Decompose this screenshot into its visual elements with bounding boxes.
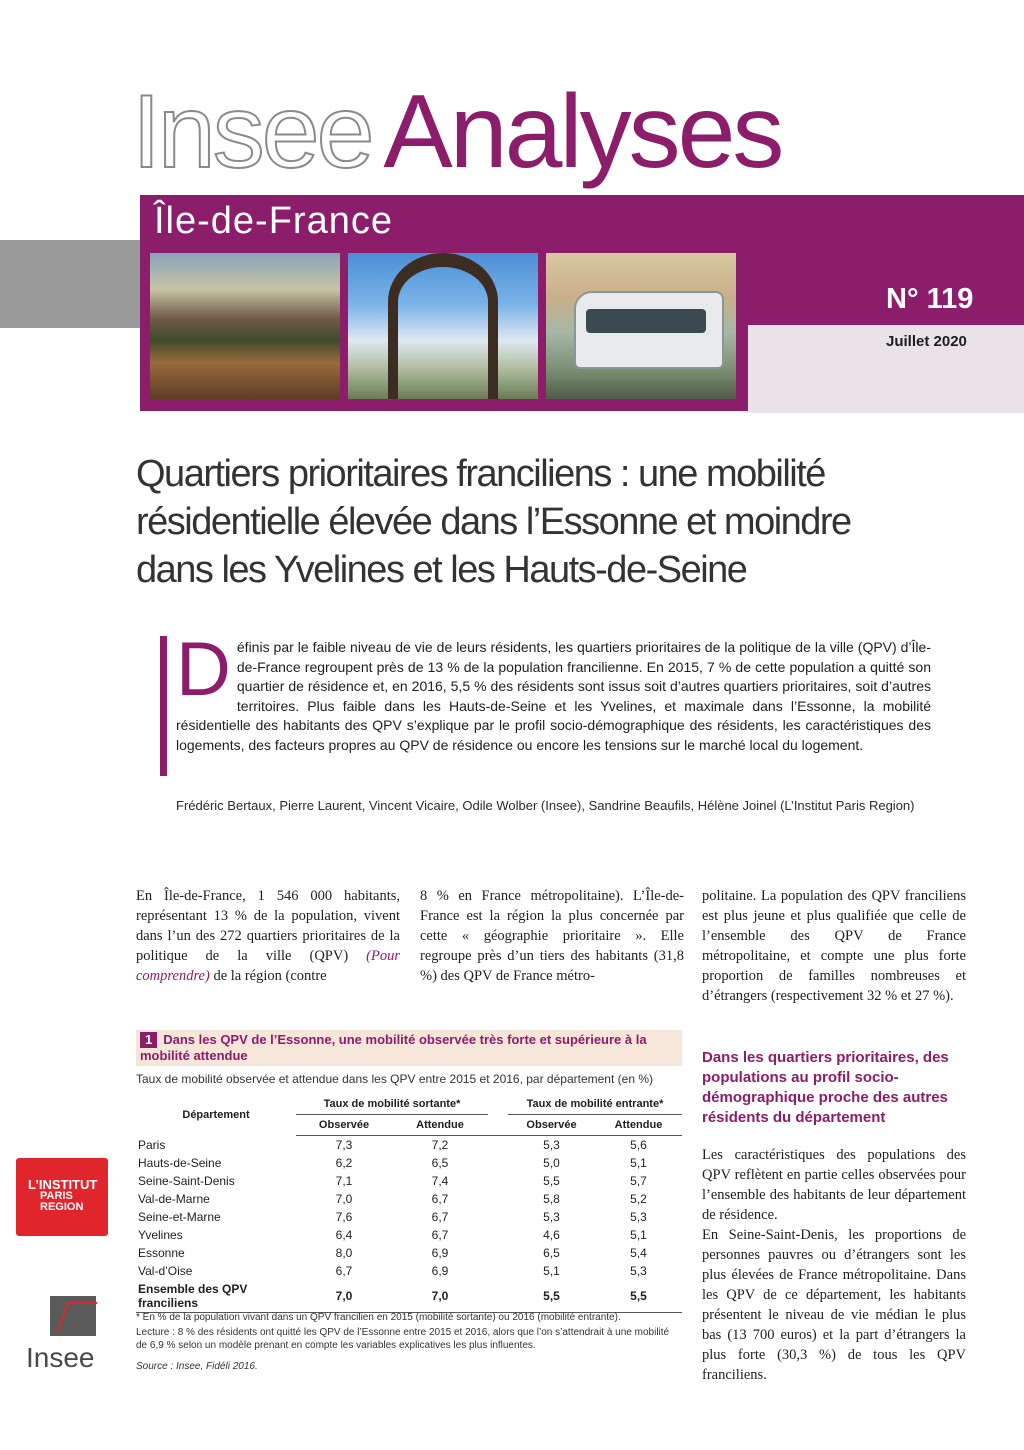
table-row bbox=[136, 1262, 682, 1280]
issue-date: Juillet 2020 bbox=[886, 333, 967, 350]
header-grey-band bbox=[0, 240, 140, 328]
table-row bbox=[136, 1172, 682, 1190]
header-entrante-attendue: Attendue bbox=[595, 1115, 682, 1136]
row-entrante-attendue: 5,6 bbox=[630, 1138, 647, 1152]
section-heading: Dans les quartiers prioritaires, des populations au profil socio-démographique proche des autres résidents du département bbox=[702, 1049, 949, 1126]
table-row bbox=[136, 1190, 682, 1208]
total-sortante-observee: 7,0 bbox=[296, 1280, 392, 1313]
tram-shape bbox=[574, 291, 724, 369]
total-entrante-observee: 5,5 bbox=[508, 1280, 595, 1313]
row-spacer bbox=[488, 1226, 508, 1244]
row-departement: Seine-et-Marne bbox=[138, 1210, 221, 1224]
row-sortante-observee: 7,0 bbox=[335, 1192, 353, 1206]
figure-note: * En % de la population vivant dans un QPV francilien en 2015 (mobilité sortante) ou 2016 (mobilité entrante). bbox=[136, 1312, 621, 1323]
brand-analyses: Analyses bbox=[383, 74, 782, 190]
institut-paris-region-logo bbox=[16, 1158, 108, 1236]
row-sortante-observee: 8,0 bbox=[335, 1246, 353, 1260]
row-sortante-observee: 7,3 bbox=[335, 1138, 353, 1152]
page-title: Quartiers prioritaires franciliens : une mobilité résidentielle élevée dans l’Essonne et moindre dans les Yvelines et les Hauts-de-Seine bbox=[136, 453, 851, 591]
row-sortante-observee: 6,7 bbox=[335, 1264, 353, 1278]
row-entrante-observee: 5,3 bbox=[543, 1210, 560, 1224]
row-sortante-attendue: 6,7 bbox=[431, 1228, 449, 1242]
row-entrante-observee: 4,6 bbox=[543, 1228, 560, 1242]
figure-subtitle: Taux de mobilité observée et attendue dans les QPV entre 2015 et 2016, par département (en %) bbox=[136, 1072, 653, 1086]
row-entrante-attendue: 5,1 bbox=[630, 1156, 647, 1170]
body-column-3: politaine. La population des QPV franciliens est plus jeune et plus qualifiée que celle de l’ensemble des QPV de France métropolitaine, et compte une plus forte proportion de familles nombreuses et d’étrangers (respectivement 32 % et 27 %). bbox=[702, 888, 966, 1004]
header-spacer-2 bbox=[488, 1115, 508, 1136]
pour-comprendre-link[interactable]: (Pour comprendre) bbox=[136, 948, 400, 984]
row-spacer bbox=[488, 1154, 508, 1172]
col3-paragraph-2: En Seine-Saint-Denis, les proportions de personnes pauvres ou d’étrangers sont les plus élevées de France métropolitaine. Dans les QPV de ce département, les habitants présentent le niveau de vie médian le plus bas (13 700 euros) et la part d’étrangers la plus forte (30,3 %) de tous les QPV franciliens. bbox=[702, 1227, 966, 1383]
table-total-row bbox=[136, 1280, 682, 1313]
abstract-accent-bar bbox=[160, 636, 167, 776]
figure-title-text: Dans les QPV de l’Essonne, une mobilité observée très forte et supérieure à la mobilité attendue bbox=[140, 1032, 647, 1063]
row-entrante-attendue: 5,3 bbox=[630, 1210, 647, 1224]
header-entrante-observee: Observée bbox=[508, 1115, 595, 1136]
total-sortante-attendue: 7,0 bbox=[392, 1280, 488, 1313]
issue-number: N° 119 bbox=[886, 283, 974, 315]
header-sortante-observee: Observée bbox=[296, 1115, 392, 1136]
table-row bbox=[136, 1208, 682, 1226]
authors: Frédéric Bertaux, Pierre Laurent, Vincent Vicaire, Odile Wolber (Insee), Sandrine Beaufils, Hélène Joinel (L’Institut Paris Region) bbox=[176, 798, 915, 813]
row-departement: Seine-Saint-Denis bbox=[138, 1174, 235, 1188]
figure-number: 1 bbox=[140, 1032, 157, 1048]
row-entrante-attendue: 5,7 bbox=[630, 1174, 647, 1188]
row-sortante-attendue: 6,9 bbox=[431, 1264, 449, 1278]
eiffel-tower-photo bbox=[348, 253, 538, 399]
row-entrante-attendue: 5,1 bbox=[630, 1228, 647, 1242]
insee-logo-text: Insee bbox=[26, 1342, 95, 1373]
row-departement: Val-d’Oise bbox=[138, 1264, 193, 1278]
table-body bbox=[136, 1136, 682, 1281]
row-sortante-observee: 6,2 bbox=[335, 1156, 353, 1170]
total-entrante-attendue: 5,5 bbox=[595, 1280, 682, 1313]
abstract-text: éfinis par le faible niveau de vie de leurs résidents, les quartiers prioritaires de la politique de la ville (QPV) d’Île-de-France regroupent près de 13 % de la population francilienne. En 2015, 7 % de cette population a quitté son quartier de résidence et, en 2016, 5,5 % des résidents sont issus soit d’autres quartiers prioritaires, soit d’autres territoires. Plus faible dans les Hauts-de-Seine et les Yvelines, et maximale dans l’Essonne, la mobilité résidentielle des habitants des QPV s’explique par le profil socio-démographique des résidents, les caractéristiques des logements, des facteurs propres au QPV de résidence ou encore les tensions sur le marché local du logement. bbox=[176, 639, 931, 753]
header-date-band bbox=[746, 325, 1024, 413]
tramway-photo bbox=[546, 253, 736, 399]
row-sortante-observee: 7,6 bbox=[335, 1210, 353, 1224]
row-sortante-observee: 6,4 bbox=[335, 1228, 353, 1242]
row-entrante-attendue: 5,4 bbox=[630, 1246, 647, 1260]
figure-source: Source : Insee, Fidéli 2016. bbox=[136, 1361, 258, 1372]
total-label: Ensemble des QPV franciliens bbox=[136, 1280, 296, 1313]
header-issue-band bbox=[746, 253, 1024, 325]
institut-logo-line-3: REGION bbox=[40, 1201, 84, 1213]
header-sortante-attendue: Attendue bbox=[392, 1115, 488, 1136]
row-spacer bbox=[488, 1190, 508, 1208]
row-sortante-attendue: 7,4 bbox=[431, 1174, 449, 1188]
row-spacer bbox=[488, 1244, 508, 1262]
institut-logo-line-1: L’INSTITUT bbox=[28, 1177, 98, 1192]
figure-title bbox=[136, 1030, 682, 1066]
institut-logo-line-2: PARIS bbox=[40, 1190, 73, 1202]
row-sortante-attendue: 6,9 bbox=[431, 1246, 449, 1260]
row-sortante-attendue: 6,5 bbox=[431, 1156, 449, 1170]
col1-text-b: de la région (contre bbox=[209, 968, 327, 984]
abstract-dropcap: D bbox=[176, 627, 231, 712]
row-entrante-attendue: 5,3 bbox=[630, 1264, 647, 1278]
row-entrante-observee: 5,0 bbox=[543, 1156, 560, 1170]
row-departement: Val-de-Marne bbox=[138, 1192, 210, 1206]
abstract bbox=[176, 627, 931, 756]
row-sortante-attendue: 7,2 bbox=[431, 1138, 449, 1152]
table-header-row-1 bbox=[136, 1094, 682, 1115]
eiffel-tower-shape bbox=[388, 253, 498, 399]
header-entrante: Taux de mobilité entrante* bbox=[508, 1094, 682, 1115]
figure-lecture: Lecture : 8 % des résidents ont quitté les QPV de l’Essonne entre 2015 et 2016, alors que l’on s’attendrait à une mobilité de 6,9 % selon un modèle prenant en compte les variables explicatives les plus influentes. bbox=[136, 1327, 670, 1351]
row-spacer bbox=[488, 1136, 508, 1155]
header-spacer bbox=[488, 1094, 508, 1115]
table-row bbox=[136, 1244, 682, 1262]
figure-notes bbox=[136, 1311, 682, 1375]
row-sortante-attendue: 6,7 bbox=[431, 1210, 449, 1224]
row-spacer bbox=[488, 1172, 508, 1190]
col1-text-a: En Île-de-France, 1 546 000 habitants, représentant 13 % de la population, vivent dans l’un des 272 quartiers prioritaires de la politique de la ville (QPV) bbox=[136, 888, 400, 964]
insee-logo-icon bbox=[50, 1296, 96, 1336]
table-row bbox=[136, 1154, 682, 1172]
body-column-2: 8 % en France métropolitaine). L’Île-de-France est la région la plus concernée par cette « géographie prioritaire ». Elle regroupe près d’un tiers des habitants (31,8 %) des QPV de France métro- bbox=[420, 888, 684, 984]
row-entrante-observee: 5,3 bbox=[543, 1138, 560, 1152]
total-spacer bbox=[488, 1280, 508, 1313]
row-spacer bbox=[488, 1208, 508, 1226]
row-departement: Essonne bbox=[138, 1246, 185, 1260]
body-column-3-continued bbox=[702, 1145, 966, 1385]
row-sortante-attendue: 6,7 bbox=[431, 1192, 449, 1206]
table-row bbox=[136, 1226, 682, 1244]
row-departement: Paris bbox=[138, 1137, 166, 1152]
row-spacer bbox=[488, 1262, 508, 1280]
publication-brand bbox=[132, 72, 781, 192]
row-entrante-observee: 5,5 bbox=[543, 1174, 560, 1188]
col3-paragraph-1: Les caractéristiques des populations des QPV reflètent en partie celles observées pour l’ensemble des habitants de leur département de résidence. bbox=[702, 1147, 966, 1223]
row-departement: Hauts-de-Seine bbox=[138, 1156, 222, 1170]
brand-insee: Insee bbox=[132, 74, 372, 190]
region-name: Île-de-France bbox=[154, 200, 393, 242]
header-departement: Département bbox=[182, 1108, 250, 1121]
row-entrante-observee: 5,1 bbox=[543, 1264, 560, 1278]
table-row bbox=[136, 1136, 682, 1155]
row-entrante-observee: 6,5 bbox=[543, 1246, 560, 1260]
row-entrante-observee: 5,8 bbox=[543, 1192, 560, 1206]
row-departement: Yvelines bbox=[138, 1228, 183, 1242]
body-column-1 bbox=[136, 886, 400, 986]
header-sortante: Taux de mobilité sortante* bbox=[296, 1094, 488, 1115]
market-photo bbox=[150, 253, 340, 399]
row-entrante-attendue: 5,2 bbox=[630, 1192, 647, 1206]
row-sortante-observee: 7,1 bbox=[335, 1174, 353, 1188]
mobility-table bbox=[136, 1094, 682, 1313]
